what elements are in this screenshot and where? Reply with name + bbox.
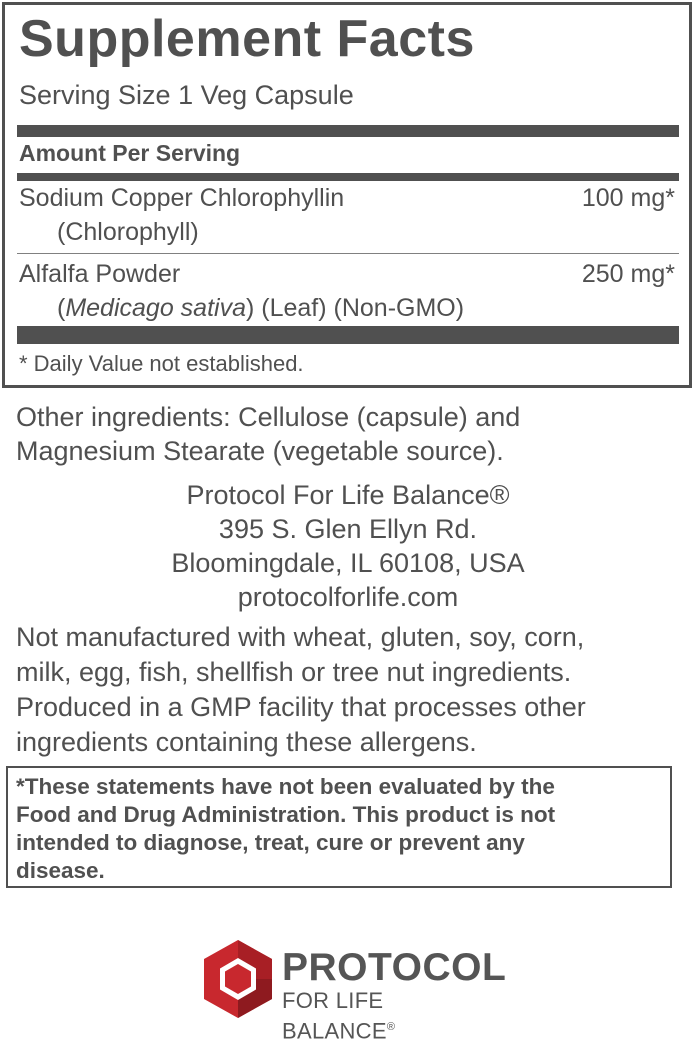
fda-line: *These statements have not been evaluated by the bbox=[16, 774, 555, 799]
fda-line: Food and Drug Administration. This product is not bbox=[16, 802, 556, 827]
divider-thin bbox=[17, 253, 679, 254]
divider-thick-bottom bbox=[17, 326, 679, 344]
ingredient-subtitle: (Chlorophyll) bbox=[57, 218, 199, 246]
fda-disclaimer bbox=[16, 773, 666, 885]
serving-size: Serving Size 1 Veg Capsule bbox=[19, 80, 354, 110]
divider-thick bbox=[17, 125, 679, 137]
fda-disclaimer-box bbox=[6, 766, 672, 888]
other-ingredients bbox=[16, 400, 676, 468]
supplement-facts-panel bbox=[2, 2, 692, 388]
amount-per-serving-header: Amount Per Serving bbox=[19, 140, 241, 166]
fda-line: disease. bbox=[16, 858, 105, 883]
daily-value-note: * Daily Value not established. bbox=[19, 351, 304, 376]
allergen-statement bbox=[16, 620, 686, 760]
company-address bbox=[0, 478, 696, 614]
brand-logo bbox=[200, 938, 507, 1044]
facts-title: Supplement Facts bbox=[19, 10, 475, 68]
ingredient-amount: 250 mg* bbox=[581, 260, 675, 288]
hexagon-logo-icon bbox=[200, 938, 276, 1020]
brand-name: PROTOCOL bbox=[282, 946, 507, 989]
other-ingredients-line: Other ingredients: Cellulose (capsule) and bbox=[16, 402, 521, 432]
fda-line: intended to diagnose, treat, cure or prevent any bbox=[16, 830, 525, 855]
brand-tagline-text: FOR LIFE BALANCE bbox=[282, 988, 387, 1044]
ingredient-name: Sodium Copper Chlorophyllin bbox=[19, 184, 345, 212]
brand-tagline bbox=[282, 988, 500, 1044]
ingredient-name: Alfalfa Powder bbox=[19, 260, 181, 288]
website: protocolforlife.com bbox=[237, 582, 459, 612]
street-address: 395 S. Glen Ellyn Rd. bbox=[218, 514, 478, 544]
divider-medium bbox=[17, 173, 679, 181]
city-state-zip: Bloomingdale, IL 60108, USA bbox=[171, 548, 525, 578]
latin-name: Medicago sativa bbox=[65, 294, 246, 322]
company-name: Protocol For Life Balance® bbox=[186, 480, 510, 510]
allergen-line: Produced in a GMP facility that processes other bbox=[16, 692, 586, 722]
ingredient-subtitle: (Medicago sativa) (Leaf) (Non-GMO) bbox=[57, 294, 465, 322]
allergen-line: Not manufactured with wheat, gluten, soy, corn, bbox=[16, 622, 585, 652]
ingredient-amount: 100 mg* bbox=[581, 184, 675, 212]
other-ingredients-line: Magnesium Stearate (vegetable source). bbox=[16, 436, 504, 466]
allergen-line: milk, egg, fish, shellfish or tree nut ingredients. bbox=[16, 657, 572, 687]
registered-mark: ® bbox=[386, 1021, 396, 1033]
allergen-line: ingredients containing these allergens. bbox=[16, 727, 477, 757]
ingredient-subtitle-rest: ) (Leaf) (Non-GMO) bbox=[245, 294, 465, 322]
